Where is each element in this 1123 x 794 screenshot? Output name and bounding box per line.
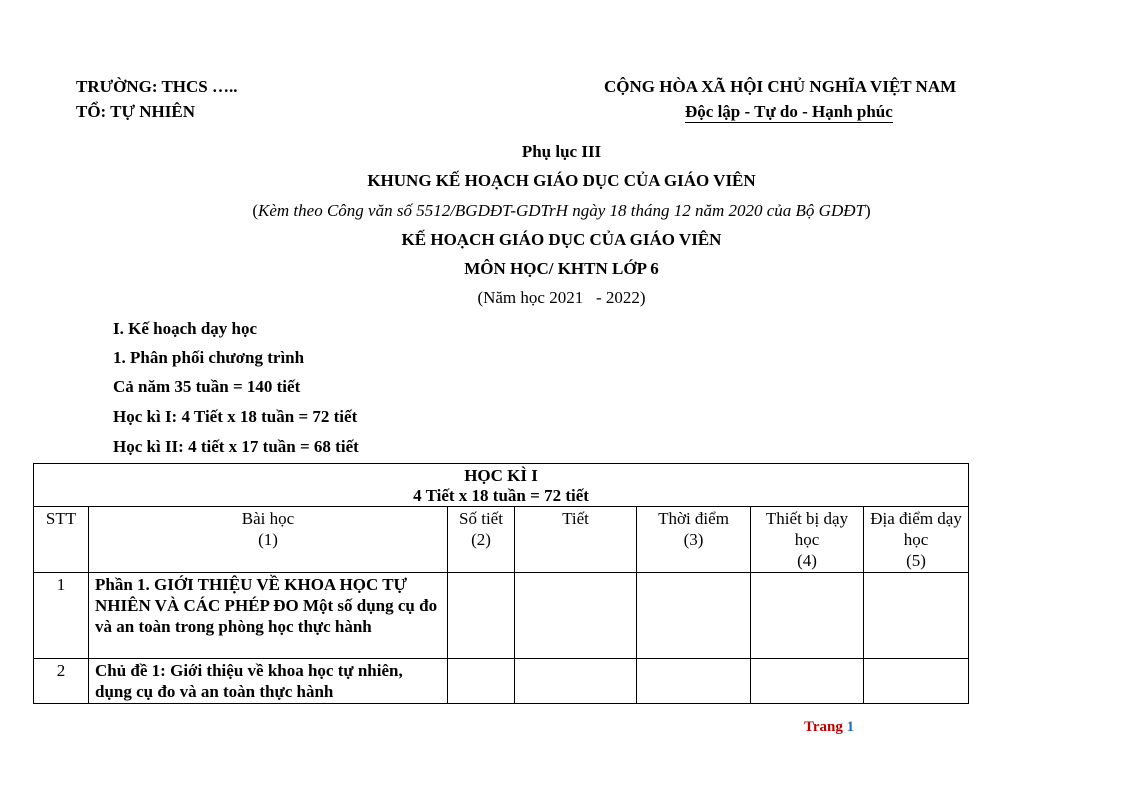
department-name: TỔ: TỰ NHIÊN <box>76 102 196 121</box>
section-subheading: 1. Phân phối chương trình <box>113 348 305 367</box>
row-period <box>515 573 637 659</box>
col-header-equipment <box>751 507 864 573</box>
row-period <box>515 659 637 704</box>
col-label: Bài học <box>241 509 295 528</box>
semester-title: HỌC KÌ I <box>464 466 538 485</box>
col-label: STT <box>45 509 77 528</box>
col-header-periods <box>448 507 515 573</box>
row-lesson: Phần 1. GIỚI THIỆU VỀ KHOA HỌC TỰ NHIÊN VÀ CÁC PHÉP ĐO Một số dụng cụ đo và an toàn trong phòng học thực hành <box>89 573 448 659</box>
row-location <box>864 659 969 704</box>
col-header-period <box>515 507 637 573</box>
col-number: (5) <box>906 551 926 570</box>
col-number: (3) <box>683 530 704 549</box>
appendix-title: Phụ lục III <box>521 142 602 161</box>
col-header-lesson <box>89 507 448 573</box>
semester-header-row <box>34 464 969 507</box>
col-label: Tiết <box>562 509 589 528</box>
column-header-row <box>34 507 969 573</box>
row-lesson: Chủ đề 1: Giới thiệu về khoa học tự nhiên, dụng cụ đo và an toàn thực hành <box>89 659 448 704</box>
row-equipment <box>751 573 864 659</box>
col-label: Địa điểm dạy học <box>870 509 962 549</box>
school-year: (Năm học 2021 - 2022) <box>477 288 646 307</box>
semester2-periods-line: Học kì II: 4 tiết x 17 tuần = 68 tiết <box>113 437 359 456</box>
col-number: (2) <box>471 530 491 549</box>
nation-title: CỘNG HÒA XÃ HỘI CHỦ NGHĨA VIỆT NAM <box>604 77 957 96</box>
col-number: (1) <box>258 530 278 549</box>
row-time <box>637 659 751 704</box>
table-row <box>34 659 969 704</box>
table-row <box>34 573 969 659</box>
col-label: Thời điểm <box>658 509 729 528</box>
row-equipment <box>751 659 864 704</box>
col-label: Thiết bị dạy học <box>765 509 849 549</box>
semester1-periods-line: Học kì I: 4 Tiết x 18 tuần = 72 tiết <box>113 407 358 426</box>
framework-title: KHUNG KẾ HOẠCH GIÁO DỤC CỦA GIÁO VIÊN <box>367 171 756 190</box>
row-stt: 1 <box>34 573 89 659</box>
col-number: (4) <box>797 551 817 570</box>
page-word: Trang <box>804 719 843 735</box>
page-number-value: 1 <box>846 719 855 735</box>
nation-motto <box>685 102 893 122</box>
subject-title: MÔN HỌC/ KHTN LỚP 6 <box>464 259 659 278</box>
row-stt: 2 <box>34 659 89 704</box>
row-periods <box>448 573 515 659</box>
semester-header-cell <box>34 464 969 507</box>
plan-title: KẾ HOẠCH GIÁO DỤC CỦA GIÁO VIÊN <box>401 230 722 249</box>
col-header-stt <box>34 507 89 573</box>
lesson-plan-table <box>33 463 969 704</box>
section-heading: I. Kế hoạch dạy học <box>113 319 258 338</box>
col-header-time <box>637 507 751 573</box>
school-name: TRƯỜNG: THCS ….. <box>76 77 238 96</box>
row-location <box>864 573 969 659</box>
nation-motto-text: Độc lập - Tự do - Hạnh phúc <box>685 102 893 121</box>
reference-text: Kèm theo Công văn số 5512/BGDĐT-GDTrH ngày 18 tháng 12 năm 2020 của Bộ GDĐT <box>258 201 865 220</box>
total-periods-line: Cả năm 35 tuần = 140 tiết <box>113 377 301 396</box>
row-periods <box>448 659 515 704</box>
reference-note: (Kèm theo Công văn số 5512/BGDĐT-GDTrH ngày 18 tháng 12 năm 2020 của Bộ GDĐT) <box>252 201 871 220</box>
row-time <box>637 573 751 659</box>
col-label: Số tiết <box>459 509 503 528</box>
semester-subtitle: 4 Tiết x 18 tuần = 72 tiết <box>413 486 589 505</box>
page-number <box>804 719 854 736</box>
col-header-location <box>864 507 969 573</box>
